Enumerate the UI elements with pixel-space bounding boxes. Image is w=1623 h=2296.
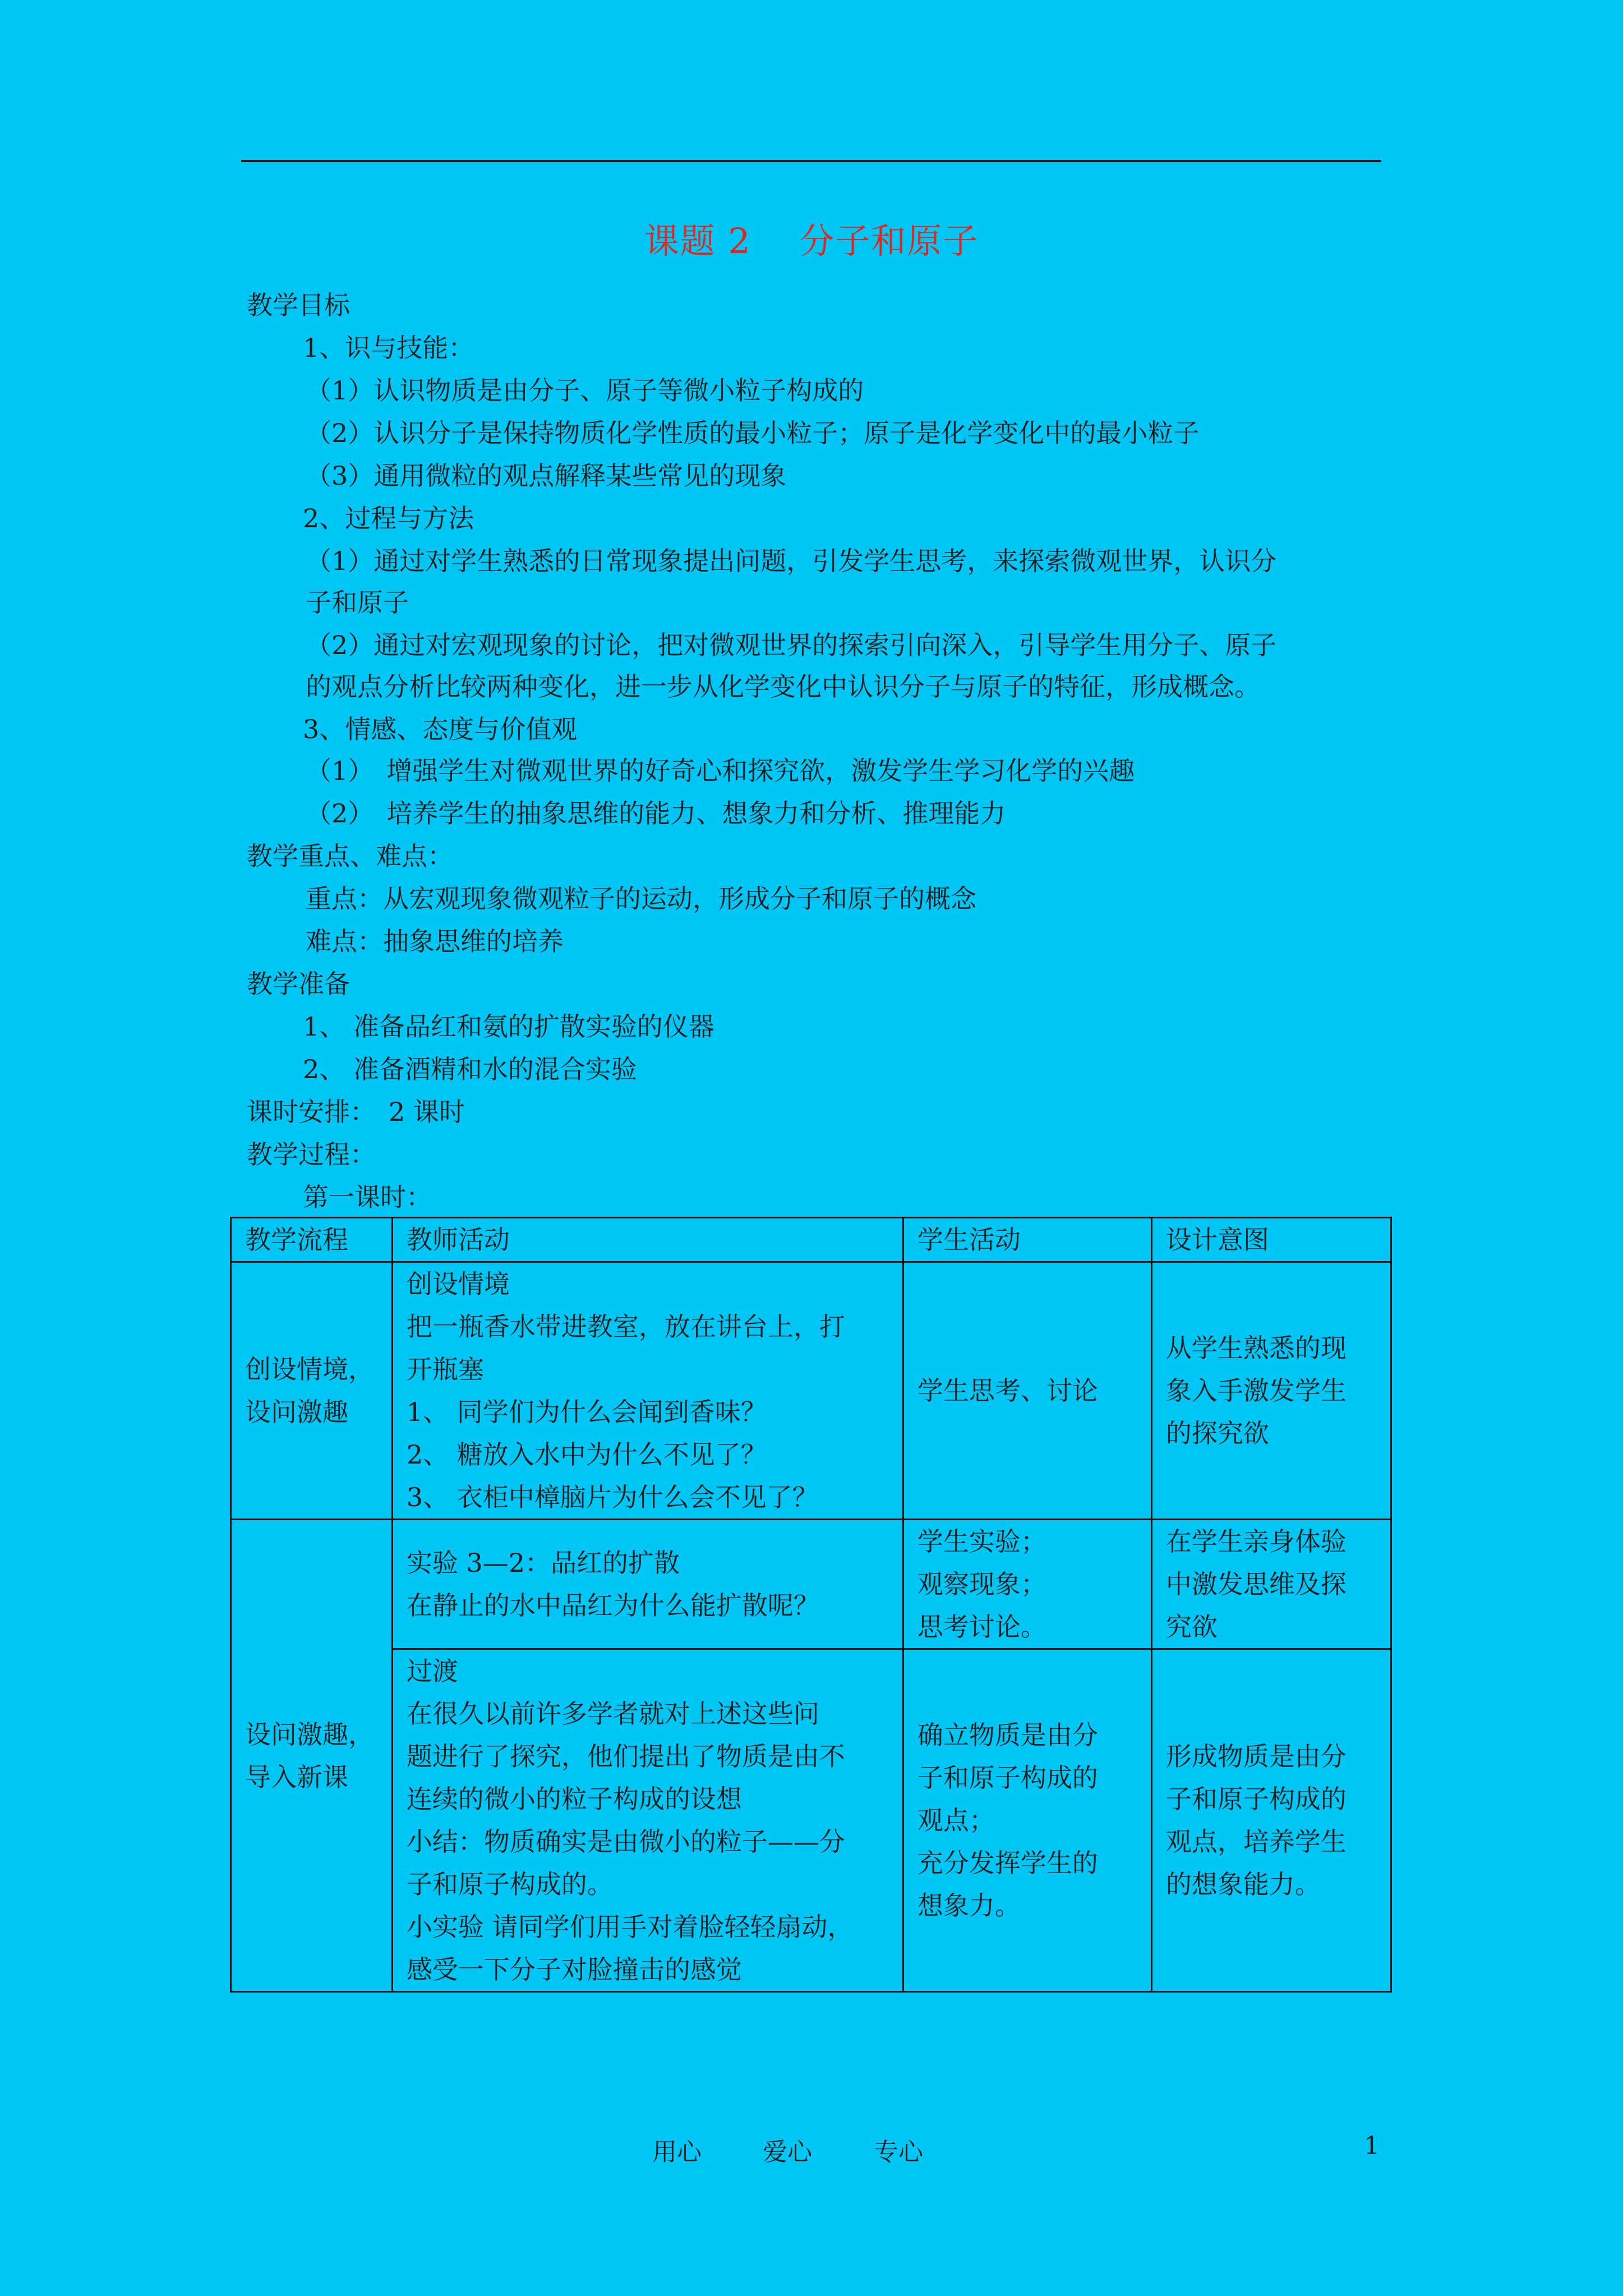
objective-3-heading: 3、情感、态度与价值观 <box>303 714 578 744</box>
preparation-item-2: 2、 准备酒精和水的混合实验 <box>303 1054 637 1084</box>
objective-3-item-2: （2） 培养学生的抽象思维的能力、想象力和分析、推理能力 <box>306 798 1006 829</box>
flow-cell <box>231 1262 393 1520</box>
objective-1-heading: 1、识与技能： <box>303 333 474 363</box>
student-activity-cell <box>903 1520 1151 1649</box>
cell-line: 思考讨论。 <box>917 1612 1046 1642</box>
teacher-activity-cell <box>392 1649 903 1992</box>
cell-line: 的想象能力。 <box>1165 1869 1321 1899</box>
lesson-arrangement: 课时安排： 2 课时 <box>247 1097 465 1127</box>
cell-line: 题进行了探究，他们提出了物质是由不 <box>406 1741 845 1772</box>
cell-line: 观点，培养学生 <box>1165 1826 1347 1857</box>
key-point: 重点：从宏观现象微观粒子的运动，形成分子和原子的概念 <box>306 884 976 914</box>
cell-line: 连续的微小的粒子构成的设想 <box>406 1784 742 1814</box>
difficult-point: 难点：抽象思维的培养 <box>306 926 564 956</box>
preparation-item-1: 1、 准备品红和氨的扩散实验的仪器 <box>303 1011 714 1042</box>
teacher-activity-cell <box>392 1520 903 1649</box>
cell-line: 过渡 <box>406 1656 458 1686</box>
objective-2-item-1: （1）通过对学生熟悉的日常现象提出问题，引发学生思考，来探索微观世界，认识分 <box>306 546 1277 576</box>
objective-1-item-1: （1）认识物质是由分子、原子等微小粒子构成的 <box>306 375 864 406</box>
table-header-cell: 教学流程 <box>231 1218 393 1262</box>
objective-3-item-1: （1） 增强学生对微观世界的好奇心和探究欲，激发学生学习化学的兴趣 <box>306 756 1135 786</box>
design-intent-cell <box>1151 1520 1391 1649</box>
objective-1-item-2: （2）认识分子是保持物质化学性质的最小粒子；原子是化学变化中的最小粒子 <box>306 418 1200 448</box>
cell-line: 实验 3—2：品红的扩散 <box>406 1548 680 1578</box>
objective-2-item-2: （2）通过对宏观现象的讨论，把对微观世界的探索引向深入，引导学生用分子、原子 <box>306 630 1277 660</box>
cell-line: 导入新课 <box>245 1761 348 1792</box>
table-row <box>231 1262 1391 1520</box>
cell-line: 设问激趣， <box>245 1719 374 1750</box>
teacher-activity-cell <box>392 1262 903 1520</box>
table-header-cell: 学生活动 <box>903 1218 1151 1262</box>
cell-line: 设问激趣 <box>245 1397 348 1427</box>
cell-line: 究欲 <box>1165 1612 1218 1642</box>
table-row <box>231 1520 1391 1649</box>
section-heading-preparation: 教学准备 <box>247 969 350 999</box>
cell-line: 小结：物质确实是由微小的粒子——分 <box>406 1826 845 1857</box>
footer-motto-2: 爱心 <box>763 2138 812 2166</box>
section-heading-process: 教学过程： <box>247 1139 376 1170</box>
cell-line: 创设情境， <box>245 1354 374 1384</box>
cell-line: 观点； <box>917 1805 995 1835</box>
table-header-row <box>231 1218 1391 1262</box>
objective-2-item-1-cont: 子和原子 <box>306 587 409 618</box>
table-row <box>231 1649 1391 1992</box>
cell-line: 从学生熟悉的现 <box>1165 1333 1347 1363</box>
objective-1-item-3: （3）通用微粒的观点解释某些常见的现象 <box>306 461 787 491</box>
cell-line: 在很久以前许多学者就对上述这些问 <box>406 1699 819 1729</box>
section-heading-objectives: 教学目标 <box>247 290 350 320</box>
objective-2-heading: 2、过程与方法 <box>303 503 474 533</box>
first-lesson-label: 第一课时： <box>303 1182 432 1212</box>
cell-line: 学生思考、讨论 <box>917 1375 1098 1406</box>
cell-line: 子和原子构成的。 <box>406 1869 613 1899</box>
cell-line: 1、 同学们为什么会闻到香味？ <box>406 1397 767 1427</box>
section-heading-key-points: 教学重点、难点： <box>247 841 453 871</box>
cell-line: 小实验 请同学们用手对着脸轻轻扇动， <box>406 1912 854 1942</box>
cell-line: 观察现象； <box>917 1569 1046 1599</box>
cell-line: 子和原子构成的 <box>917 1763 1098 1793</box>
cell-line: 把一瓶香水带进教室，放在讲台上，打 <box>406 1312 845 1342</box>
student-activity-cell <box>903 1649 1151 1992</box>
cell-line: 在静止的水中品红为什么能扩散呢？ <box>406 1590 819 1621</box>
footer-motto-3: 专心 <box>874 2138 923 2166</box>
cell-line: 形成物质是由分 <box>1165 1741 1347 1772</box>
cell-line: 2、 糖放入水中为什么不见了？ <box>406 1439 767 1470</box>
cell-line: 感受一下分子对脸撞击的感觉 <box>406 1954 742 1985</box>
table-header-cell: 设计意图 <box>1151 1218 1391 1262</box>
flow-cell <box>231 1520 393 1992</box>
cell-line: 中激发思维及探 <box>1165 1569 1347 1599</box>
cell-line: 创设情境 <box>406 1269 510 1299</box>
cell-line: 学生实验； <box>917 1526 1046 1557</box>
cell-line: 想象力。 <box>917 1890 1021 1921</box>
objective-2-item-2-cont: 的观点分析比较两种变化，进一步从化学变化中认识分子与原子的特征，形成概念。 <box>306 671 1260 702</box>
student-activity-cell <box>903 1262 1151 1520</box>
cell-line: 3、 衣柜中樟脑片为什么会不见了？ <box>406 1482 818 1512</box>
cell-line: 开瓶塞 <box>406 1354 484 1384</box>
cell-line: 在学生亲身体验 <box>1165 1526 1347 1557</box>
page-title: 课题 2 分子和原子 <box>644 220 979 261</box>
design-intent-cell <box>1151 1649 1391 1992</box>
design-intent-cell <box>1151 1262 1391 1520</box>
footer-motto-1: 用心 <box>652 2138 702 2166</box>
lesson-flow-table <box>230 1217 1392 1993</box>
page-number: 1 <box>1364 2132 1380 2160</box>
cell-line: 充分发挥学生的 <box>917 1848 1098 1878</box>
cell-line: 确立物质是由分 <box>917 1720 1098 1750</box>
cell-line: 子和原子构成的 <box>1165 1784 1347 1814</box>
table-header-cell: 教师活动 <box>392 1218 903 1262</box>
cell-line: 的探究欲 <box>1165 1418 1269 1448</box>
cell-line: 象入手激发学生 <box>1165 1375 1347 1406</box>
